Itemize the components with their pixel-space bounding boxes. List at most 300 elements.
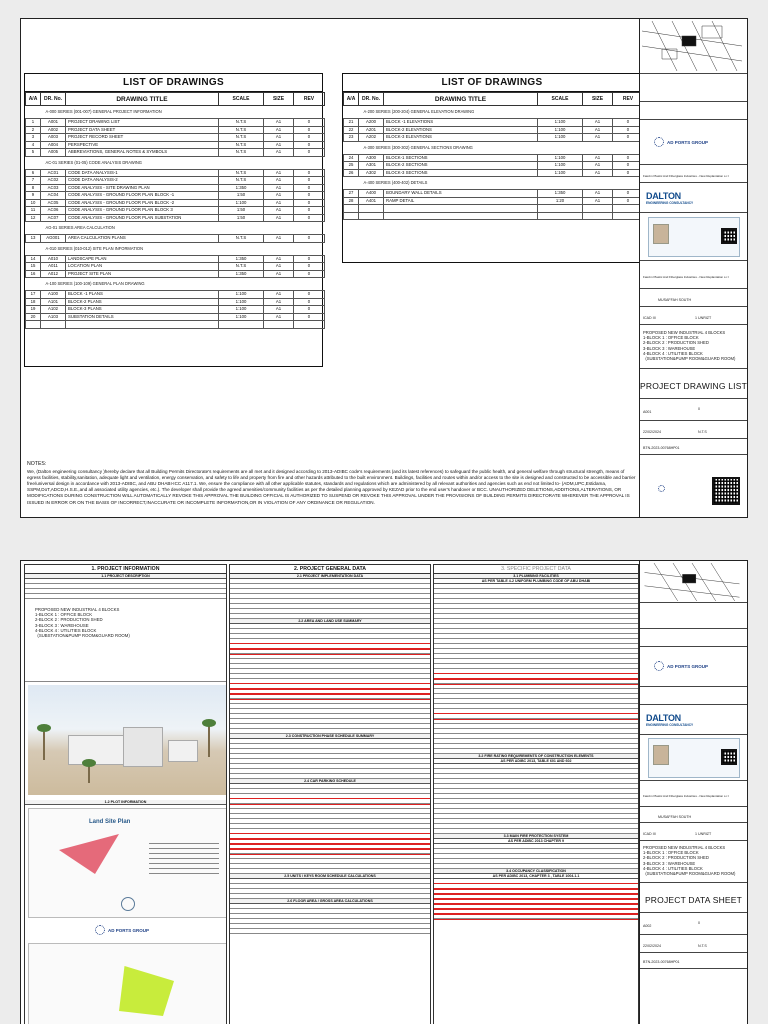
cell-aa: 21 [344,119,359,127]
cell-scale: N.T.S [219,126,264,134]
engineer-stamp [640,213,747,261]
cell-scale: 1:100 [219,298,264,306]
cell-size: A1 [583,197,613,205]
engineer-photo [653,745,669,765]
drawing-row [26,263,325,271]
cell-scale: 1:50 [219,214,264,222]
cell-title: BLOCK-2 ELEVATIONS [384,126,538,134]
authority-seal-icon [121,897,135,911]
drawing-row [26,298,325,306]
cell-aa: 13 [26,235,41,243]
cell-size: A1 [264,235,294,243]
plot-outline [59,834,119,874]
cell-title: SUBSTATION DETAILS [66,313,219,321]
cell-title: BLOCK-1 SECTIONS [384,154,538,162]
cell-size: A1 [264,119,294,127]
cell-rev: 0 [613,190,644,198]
project-desc-line: 1-BLOCK 1 : OFFICE BLOCK [643,335,699,341]
owner-name: Fawzm Plastic And Fiberglass Industries - New Replantation s.r.l [643,275,729,279]
cell-title: BLOCK-3 ELEVATIONS [384,134,538,142]
drawing-row [344,197,644,205]
cell-scale: 1:50 [219,192,264,200]
drawing-row [26,214,325,222]
project-desc-line: 4-BLOCK 4 : UTILITIES BLOCK [643,350,703,356]
cell-scale: 1:100 [219,291,264,299]
drawing-row [344,134,644,142]
stamp-qr-code [721,228,737,244]
cell-scale: N.T.S [219,149,264,157]
info-rows [25,579,226,599]
series-heading-row [26,278,325,291]
cell-dr: A002 [41,126,66,134]
series-heading: A-400 SERIES (400-402) DETAILS [344,177,644,190]
engineer-photo [653,224,669,244]
cell-aa: 5 [26,149,41,157]
cell-size: A1 [264,199,294,207]
project-desc-line: PROPOSED NEW INDUSTRIAL 4 BLOCKS [643,845,726,850]
cell-rev: 0 [294,119,325,127]
cell-dr: AC07 [41,214,66,222]
cell-title: RAMP DETAIL [384,197,538,205]
cell-aa: 12 [26,214,41,222]
series-heading: A-200 SERIES (200-204) GENERAL ELEVATION DRAWING [344,106,644,119]
col-header-aa: A/A [26,93,41,106]
list-title: LIST OF DRAWINGS [25,74,322,92]
plot-info-title: 1.2 PLOT INFORMATION [25,800,226,805]
cell-title: PROJECT DATA SHEET [66,126,219,134]
list-title: LIST OF DRAWINGS [343,74,641,92]
date: 22/02/2024 [643,944,661,948]
revision: 0 [698,407,700,411]
ad-ports-mark-icon [654,661,664,671]
cell-rev: 0 [613,197,644,205]
cell-scale: N.T.S [219,263,264,271]
drawing-row [26,270,325,278]
cell-dr: AC03 [41,184,66,192]
drawing-row [344,169,644,177]
cell-title: CODE ANALYSIS - GROUND FLOOR PLAN BLOCK -1 [66,192,219,200]
ad-ports-logo: AD PORTS GROUP [654,137,708,147]
plot-no: ICAD III [643,832,656,836]
cell-title: CODE DATA ANALYSIS-2 [66,177,219,185]
cell-dr: A101 [41,298,66,306]
sector: 1 UNRIZT [695,316,712,320]
cell-rev: 0 [294,149,325,157]
cell-dr: A300 [359,154,384,162]
cell-size: A1 [264,306,294,314]
col-header-scale: SCALE [538,93,583,106]
cell-dr: A001 [41,119,66,127]
cell-dr: AC02 [41,177,66,185]
cell-rev: 0 [613,134,644,142]
cell-size: A1 [264,255,294,263]
cell-aa: 16 [26,270,41,278]
cell-title: CODE ANALYSIS - GROUND FLOOR PLAN BLOCK 3 [66,207,219,215]
project-description-list [643,845,735,876]
project-desc-line: 2-BLOCK 2 : PRODUCTION SHED [35,617,103,623]
cell-aa: 17 [26,291,41,299]
drawing-row [26,235,325,243]
cell-aa: 20 [26,313,41,321]
project-desc-line: PROPOSED NEW INDUSTRIAL 4 BLOCKS [35,607,120,612]
drawing-row [26,119,325,127]
cell-dr: A202 [359,134,384,142]
project-desc-line: 1-BLOCK 1 : OFFICE BLOCK [643,850,699,856]
project-desc-line: 2-BLOCK 2 : PRODUCTION SHED [643,855,709,861]
cell-rev: 0 [613,126,644,134]
drawing-row [26,192,325,200]
cell-aa: 4 [26,141,41,149]
cell-aa: 22 [344,126,359,134]
drawing-list-table-left [24,73,323,367]
cell-rev: 0 [294,207,325,215]
subsection-title: 2.3 CONSTRUCTION PHASE SCHEDULE SUMMARY [230,734,430,739]
cell-aa: 28 [344,197,359,205]
cell-aa: 18 [26,298,41,306]
cell-rev: 0 [613,154,644,162]
cell-scale: 1:350 [219,270,264,278]
cell-title: CODE DATA ANALYSIS-1 [66,169,219,177]
subsection-title: 3.2 FIRE RATING REQUIREMENTS OF CONSTRUCTION ELEMENTS [434,754,638,759]
cell-scale: 1:350 [219,184,264,192]
cell-size: A1 [264,134,294,142]
client-logo-box [640,120,747,165]
section-title: 2. PROJECT GENERAL DATA [230,565,430,574]
cell-size: A1 [264,214,294,222]
project-desc-line: PROPOSED NEW INDUSTRIAL 4 BLOCKS [643,330,726,335]
plot-location-map [28,943,227,1024]
series-heading: A-100 SERIES (100-109) GENERAL PLAN DRAWING [26,278,325,291]
table-row [230,869,430,874]
series-heading-row [26,242,325,255]
cell-size: A1 [583,154,613,162]
cell-scale: 1:100 [538,134,583,142]
project-no: BTN-2023-00768HP01 [643,960,680,964]
project-desc-line: (SUBSTATION&PUMP ROOM&GUARD ROOM) [643,356,736,362]
series-heading: A-010 SERIES (010-012) SITE PLAN INFORMATION [26,242,325,255]
sector: 1 UNRIZT [695,832,712,836]
project-desc-line: 3-BLOCK 3 : WAREHOUSE [35,622,89,628]
col-header-title: DRAWING TITLE [384,93,538,106]
cell-size: A1 [264,169,294,177]
cell-dr: A012 [41,270,66,278]
cell-aa: 15 [26,263,41,271]
project-data-sheet [20,560,748,1024]
drawing-title: PROJECT DRAWING LIST [640,381,747,391]
location: MUSAFFAH SOUTH [658,298,692,302]
table-row [434,914,638,919]
subsection-note: AS PER ADIBC 2013 CHAPTER 9 [434,839,638,844]
cell-title: BLOCK -1 PLANS [66,291,219,299]
cell-rev: 0 [294,291,325,299]
cell-aa: 26 [344,169,359,177]
cell-size: A1 [264,177,294,185]
cell-aa: 23 [344,134,359,142]
project-desc-line: (SUBSTATION&PUMP ROOM&GUARD ROOM) [35,633,130,639]
cell-title: PROJECT RECORD SHEET [66,134,219,142]
land-site-plan [28,808,227,918]
cell-scale: 1:50 [219,207,264,215]
cell-scale: N.T.S [219,235,264,243]
col-header-size: SIZE [583,93,613,106]
cell-size: A1 [583,119,613,127]
cell-size: A1 [264,263,294,271]
cell-title: PROJECT SITE PLAN [66,270,219,278]
title-block [639,561,747,1024]
col-header-aa: A/A [344,93,359,106]
cell-dr: A005 [41,149,66,157]
cell-scale: 1:100 [538,169,583,177]
cell-title: BOUNDARY WALL DETAILS [384,190,538,198]
plot-no: ICAD III [643,316,656,320]
cell-rev: 0 [294,169,325,177]
cell-dr: AC06 [41,207,66,215]
cell-dr: A302 [359,169,384,177]
cell-size: A1 [264,149,294,157]
cell-rev: 0 [294,192,325,200]
drawing-row [26,149,325,157]
cell-title: BLOCK-2 PLANS [66,298,219,306]
subsection-title: 2.5 UNITS / KEYS ROOM SCHEDULE CALCULATIONS [230,874,430,879]
drawing-no: A001 [643,410,652,414]
series-heading: A-300 SERIES (300-302) GENERAL SECTIONS DRAWING [344,141,644,154]
subsection-title: 2.2 AREA AND LAND USE SUMMARY [230,619,430,624]
owner-name: Fawzm Plastic And Fiberglass Industries - New Replantation s.r.l [643,794,729,798]
cell-rev: 0 [294,306,325,314]
cell-size: A1 [583,126,613,134]
drawing-row [26,134,325,142]
drawing-row [26,199,325,207]
cell-dr: AC01 [41,169,66,177]
cell-rev: 0 [613,169,644,177]
series-heading-row [26,222,325,235]
cell-rev: 0 [294,199,325,207]
subsection-title: 2.6 FLOOR AREA / GROSS AREA CALCULATIONS [230,899,430,904]
series-heading-row [26,156,325,169]
table-row [230,729,430,734]
cell-aa: 9 [26,192,41,200]
drawing-row [344,154,644,162]
key-plan [640,561,747,603]
drawings-table [25,92,325,329]
col-header-scale: SCALE [219,93,264,106]
cell-title: BLOCK-3 PLANS [66,306,219,314]
dalton-logo: DALTON ENGINEERING CONSULTANCY [646,713,694,727]
cell-aa: 11 [26,207,41,215]
cell-size: A1 [264,298,294,306]
scale: N.T.S [698,430,707,434]
key-plan [640,19,747,74]
cell-title: BLOCK-3 SECTIONS [384,169,538,177]
location: MUSAFFAH SOUTH [658,815,692,819]
series-heading-row [344,177,644,190]
subsection-title: 3.3 MAIN FIRE PROTECTION SYSTEM [434,834,638,839]
table-row [434,749,638,754]
col-header-rev: REV [294,93,325,106]
series-heading: A-000 SERIES (001-007) GENERAL PROJECT INFORMATION [26,106,325,119]
drawing-row [26,141,325,149]
col-header-dr: DR. No. [41,93,66,106]
cell-aa: 10 [26,199,41,207]
subsection-title: 1.1 PROJECT DESCRIPTION [25,574,226,579]
cell-size: A1 [264,291,294,299]
subsection-title: 3.4 OCCUPANCY CLASSIFICATION [434,869,638,874]
project-description-list [35,607,130,638]
project-name: Fawzm Plastic And Fiberglass Industries - New Replantation s.r.l [643,174,729,178]
table-row [230,894,430,899]
drawing-row [26,313,325,321]
plot-highlight [119,966,174,1016]
cell-title: BLOCK -1 ELEVATIONS [384,119,538,127]
notes-text: We, (Dalton engineering consultancy )hereby declare that all Building Permits Directorate's requirements are all met and it designed according to 2013-ADIBC code's requirements (and its latest references) to safeguard the public health, and general welfare through structural strength, means of egress facilities, stability,sanitation, adequate light and ventilation, energy conservation, and safety to life and property from fire and other hazards attributed to the built environment. Buildings, facilities and routes within and/or access to the site is designed and constructed to be accessible and barrier free/universal design in accordance with 2013-ADIBC, and ABU DHABI-ICC A117.1. We, ensure the compliance with all other applicable statutes, standards and regulations which are administered by all relevant authorities and agencies such as end not limited to- (ADM,UPC,Estidama, SSPM,DoT,ADCD,H.S.E.,and all associated utility agencies, etc.). The developer shall provide the agreed amenities/community facilities as per the detailed planning approved by KEZAD prior to the end user's handover or BCC. UNAUTHORIZED DELETIONS,ADDITIONS,ALTERATIONS, OR MODIFICATIONS DURING CONSTRUCTION WILL AUTOMATICALLY REVOKE THIS APPROVAL THE BUILDING OFFICIAL IS AUTHORIZED TO SUSPEND OR REVOKE THIS APPROVAL UNDER THE PROVISIONS OF BUILDING PERMITS DIRECTORATE WHEREVER THE APPROVAL IS ISSUED IN ERROR OR ON THE BASIS OF INCORRECT,INACCURATE OR INCOMPLETE INFORMATION,OR IN VIOLATION OF ANY ORDINANCE OR REGULATION. [27,469,636,505]
notes-heading: NOTES: [27,461,47,467]
cell-size: A1 [264,184,294,192]
ad-ports-logo: AD PORTS GROUP [654,661,708,671]
key-plan-map [642,563,742,601]
cell-dr: A004 [41,141,66,149]
drawing-row [344,162,644,170]
section-title: 3. SPECIFIC PROJECT DATA [434,565,638,574]
cell-size: A1 [264,270,294,278]
series-heading: AC-01 SERIES (01-05) CODE ANALYSIS DRAWING [26,156,325,169]
project-desc-line: 4-BLOCK 4 : UTILITIES BLOCK [643,865,703,871]
cell-size: A1 [264,192,294,200]
cell-aa: 6 [26,169,41,177]
stamp-qr-code [721,749,737,765]
cell-dr: A401 [359,197,384,205]
cell-aa: 2 [26,126,41,134]
drawing-row [26,169,325,177]
authority-mark-icon [658,485,665,492]
cell-rev: 0 [613,162,644,170]
subsection-note: AS PER ADIBC 2013, TABLE 601 AND 602 [434,759,638,764]
project-desc-line: 2-BLOCK 2 : PRODUCTION SHED [643,340,709,346]
cell-dr: A400 [359,190,384,198]
cell-title: LOCATION PLAN [66,263,219,271]
subsection-title: 2.1 PROJECT IMPLEMENTATION DATA [230,574,430,579]
subsection-note: AS PER ADIBC 2013, CHAPTER 3 , TABLE 1004.1.1 [434,874,638,879]
drawing-row [26,177,325,185]
cell-scale: N.T.S [219,177,264,185]
approval-stamp [640,455,747,518]
cell-title: BLOCK-2 SECTIONS [384,162,538,170]
cell-title: PERSPECTIVE [66,141,219,149]
series-heading-row [344,141,644,154]
cell-scale: 1:20 [538,197,583,205]
perspective-render [28,685,227,795]
cell-size: A1 [264,207,294,215]
drawings-table [343,92,644,220]
cell-scale: 1:350 [538,190,583,198]
cell-size: A1 [583,162,613,170]
cell-scale: N.T.S [219,119,264,127]
cell-title: AREA CALCULATION PLANS [66,235,219,243]
table-row [230,929,430,934]
scale: N.T.S [698,944,707,948]
cell-dr: AC04 [41,192,66,200]
cell-dr: AC05 [41,199,66,207]
series-heading-row [344,106,644,119]
cell-scale: 1:100 [219,306,264,314]
table-row [230,774,430,779]
drawing-row [344,119,644,127]
cell-title: CODE ANALYSIS - GROUND FLOOR PLAN SUBSTATION [66,214,219,222]
cell-scale: 1:100 [538,126,583,134]
drawing-row [344,190,644,198]
cell-size: A1 [264,141,294,149]
col-header-dr: DR. No. [359,93,384,106]
cell-size: A1 [583,169,613,177]
project-general-data-column [229,564,431,1024]
consultant-logo-box [640,183,747,213]
notes-block [27,461,639,506]
cell-aa: 3 [26,134,41,142]
subsection-title: 3.1 PLUMBING FACILITIES [434,574,638,579]
cell-rev: 0 [294,214,325,222]
col-header-size: SIZE [264,93,294,106]
cell-scale: 1:100 [219,313,264,321]
cell-rev: 0 [294,177,325,185]
series-heading-row [26,106,325,119]
drawing-row [26,126,325,134]
cell-title: CODE ANALYSIS - SITE DRAWING PLAN [66,184,219,192]
cell-scale: 1:350 [219,255,264,263]
drawing-no: A002 [643,924,652,928]
drawing-row [26,207,325,215]
table-row [434,864,638,869]
project-information-column [24,564,227,1024]
cell-aa: 1 [26,119,41,127]
cell-dr: A301 [359,162,384,170]
table-row [434,829,638,834]
col-header-rev: REV [613,93,644,106]
subsection-note: AS PER TABLE 4-2 UNIFORM PLUMBING CODE OF ABU DHABI [434,579,638,584]
ad-ports-logo: AD PORTS GROUP [95,925,149,935]
cell-size: A1 [264,313,294,321]
cell-size: A1 [583,134,613,142]
cell-size: A1 [583,190,613,198]
cell-dr: A011 [41,263,66,271]
cell-rev: 0 [294,270,325,278]
cell-scale: 1:100 [538,119,583,127]
cell-aa: 24 [344,154,359,162]
cell-title: ABBREVIATIONS, GENERAL NOTES & SYMBOLS [66,149,219,157]
series-heading: AG-01 SERIES AREA CALCULATION [26,222,325,235]
cell-rev: 0 [294,313,325,321]
cell-scale: N.T.S [219,141,264,149]
cell-aa: 8 [26,184,41,192]
drawing-title: PROJECT DATA SHEET [644,895,743,905]
cell-scale: N.T.S [219,134,264,142]
ad-ports-mark-icon [654,137,664,147]
table-row [230,614,430,619]
project-desc-line: 3-BLOCK 3 : WAREHOUSE [643,345,696,351]
drawing-list-table-right [342,73,642,263]
drawing-row [26,184,325,192]
drawing-row [26,306,325,314]
project-description-list [643,330,735,361]
subsection-title: 2.4 CAR PARKING SCHEDULE [230,779,430,784]
cell-title: LANDSCAPE PLAN [66,255,219,263]
project-desc-line: 1-BLOCK 1 : OFFICE BLOCK [35,612,93,618]
drawing-row [26,255,325,263]
cell-aa: 14 [26,255,41,263]
cell-rev: 0 [294,134,325,142]
key-plan-map [642,21,742,71]
cell-dr: A200 [359,119,384,127]
dalton-logo: DALTON ENGINEERING CONSULTANCY [646,191,694,205]
cell-size: A1 [264,126,294,134]
